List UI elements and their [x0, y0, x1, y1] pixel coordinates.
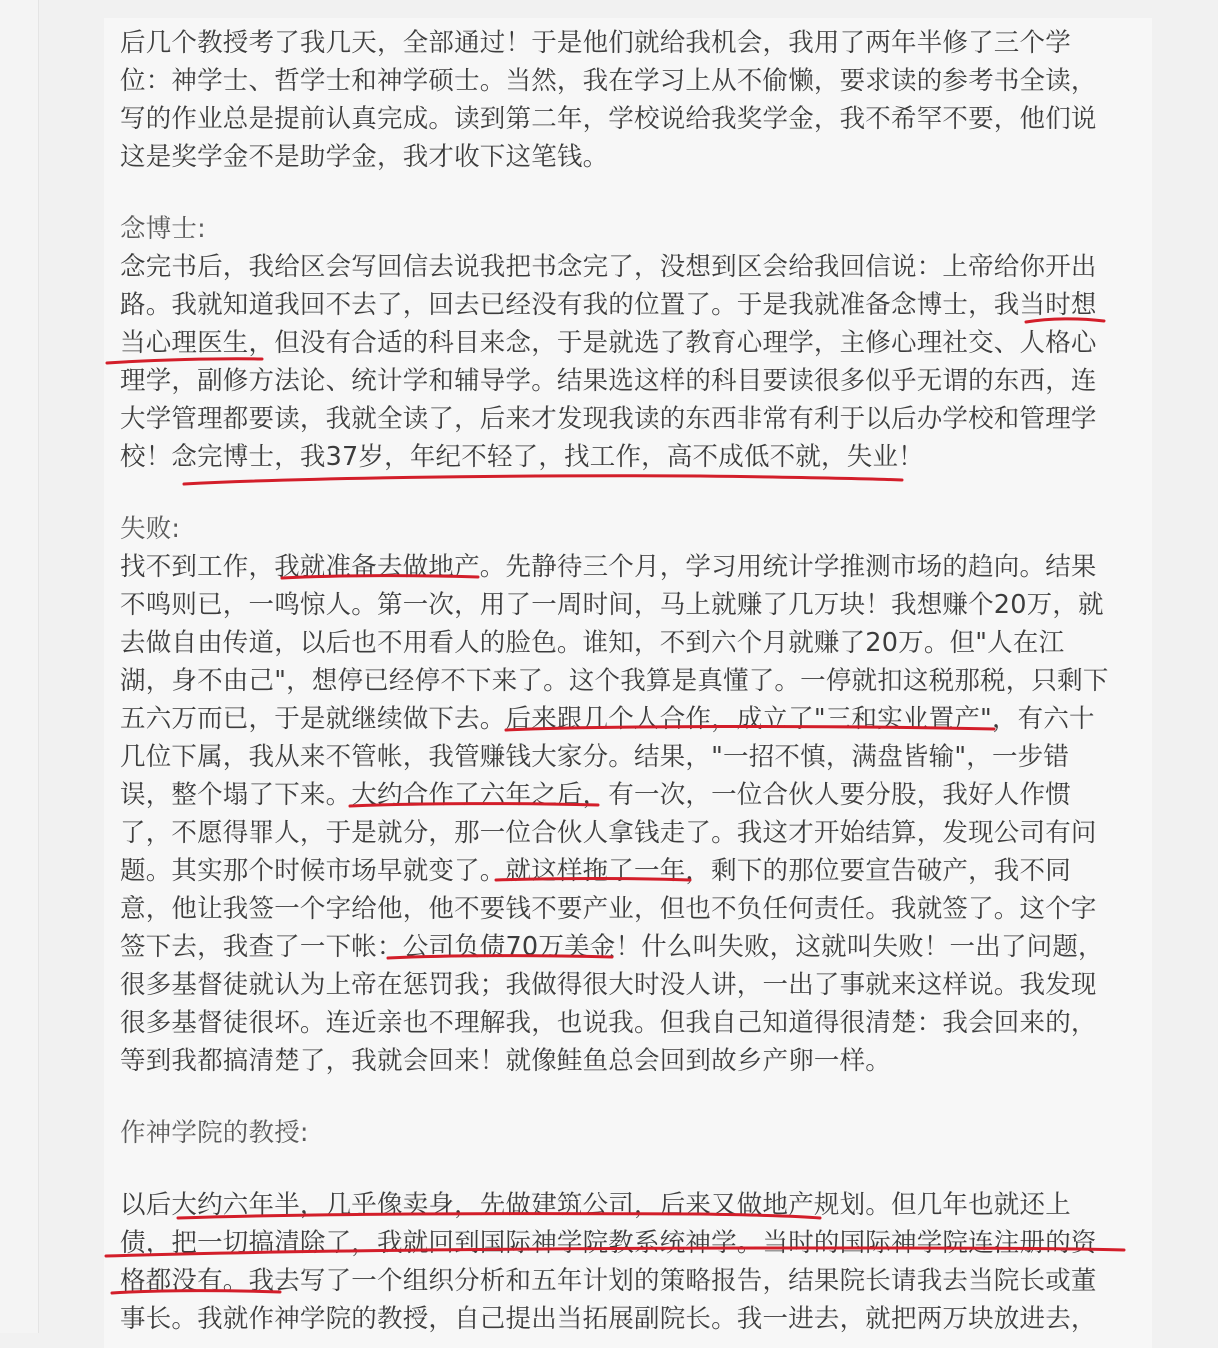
text-line: 五六万而已，于是就继续做下去。后来跟几个人合作，成立了"三和实业置产"，有六十	[120, 704, 1095, 734]
text-line: 校！念完博士，我37岁，年纪不轻了，找工作，高不成低不就，失业！	[120, 442, 924, 472]
text-line: 债，把一切搞清除了，我就回到国际神学院教系统神学。当时的国际神学院连注册的资	[120, 1228, 1097, 1258]
text-line: 当心理医生，但没有合适的科目来念，于是就选了教育心理学，主修心理社交、人格心	[120, 328, 1097, 358]
text-line: 这是奖学金不是助学金，我才收下这笔钱。	[120, 142, 609, 172]
text-line: 题。其实那个时候市场早就变了。就这样拖了一年，剩下的那位要宣告破产，我不同	[120, 856, 1071, 886]
text-line: 后几个教授考了我几天，全部通过！于是他们就给我机会，我用了两年半修了三个学	[120, 28, 1071, 58]
section-professor	[120, 1114, 1130, 1338]
text-line: 意，他让我签一个字给他，他不要钱不要产业，但也不负任何责任。我就签了。这个字	[120, 894, 1097, 924]
text-line: 了，不愿得罪人，于是就分，那一位合伙人拿钱走了。我这才开始结算，发现公司有问	[120, 818, 1097, 848]
text-line: 念完书后，我给区会写回信去说我把书念完了，没想到区会给我回信说：上帝给你开出	[120, 252, 1097, 282]
text-line: 事长。我就作神学院的教授，自己提出当拓展副院长。我一进去，就把两万块放进去，	[120, 1304, 1097, 1334]
text-line: 找不到工作，我就准备去做地产。先静待三个月，学习用统计学推测市场的趋向。结果	[120, 552, 1097, 582]
text-line: 以后大约六年半，几乎像卖身，先做建筑公司，后来又做地产规划。但几年也就还上	[120, 1190, 1071, 1220]
text-line: 湖，身不由己"，想停已经停不下来了。这个我算是真懂了。一停就扣这税那税，只剩下	[120, 666, 1109, 696]
text-line: 很多基督徒就认为上帝在惩罚我；我做得很大时没人讲，一出了事就来这样说。我发现	[120, 970, 1097, 1000]
text-line: 路。我就知道我回不去了，回去已经没有我的位置了。于是我就准备念博士，我当时想	[120, 290, 1097, 320]
text-line: 很多基督徒很坏。连近亲也不理解我，也说我。但我自己知道得很清楚：我会回来的，	[120, 1008, 1097, 1038]
text-line: 等到我都搞清楚了，我就会回来！就像鲑鱼总会回到故乡产卵一样。	[120, 1046, 892, 1076]
left-gutter	[0, 0, 39, 1333]
section-heading: 失败:	[120, 514, 181, 544]
article-body	[120, 24, 1130, 1338]
text-line: 格都没有。我去写了一个组织分析和五年计划的策略报告，结果院长请我去当院长或董	[120, 1266, 1097, 1296]
section-heading: 作神学院的教授:	[120, 1118, 309, 1148]
text-line: 位：神学士、哲学士和神学硕士。当然，我在学习上从不偷懒，要求读的参考书全读，	[120, 66, 1097, 96]
paragraph-intro	[120, 24, 1130, 176]
text-line: 误，整个塌了下来。大约合作了六年之后，有一次，一位合伙人要分股，我好人作惯	[120, 780, 1071, 810]
text-line: 签下去，我查了一下帐：公司负债70万美金！什么叫失败，这就叫失败！一出了问题，	[120, 932, 1104, 962]
section-heading: 念博士:	[120, 214, 206, 244]
text-line: 理学，副修方法论、统计学和辅导学。结果选这样的科目要读很多似乎无谓的东西，连	[120, 366, 1097, 396]
text-line: 大学管理都要读，我就全读了，后来才发现我读的东西非常有利于以后办学校和管理学	[120, 404, 1097, 434]
text-line: 去做自由传道，以后也不用看人的脸色。谁知，不到六个月就赚了20万。但"人在江	[120, 628, 1065, 658]
section-failure	[120, 510, 1130, 1080]
section-phd	[120, 210, 1130, 476]
text-line: 几位下属，我从来不管帐，我管赚钱大家分。结果，"一招不慎，满盘皆输"，一步错	[120, 742, 1070, 772]
text-line: 写的作业总是提前认真完成。读到第二年，学校说给我奖学金，我不希罕不要，他们说	[120, 104, 1097, 134]
text-line: 不鸣则已，一鸣惊人。第一次，用了一周时间，马上就赚了几万块！我想赚个20万，就	[120, 590, 1104, 620]
